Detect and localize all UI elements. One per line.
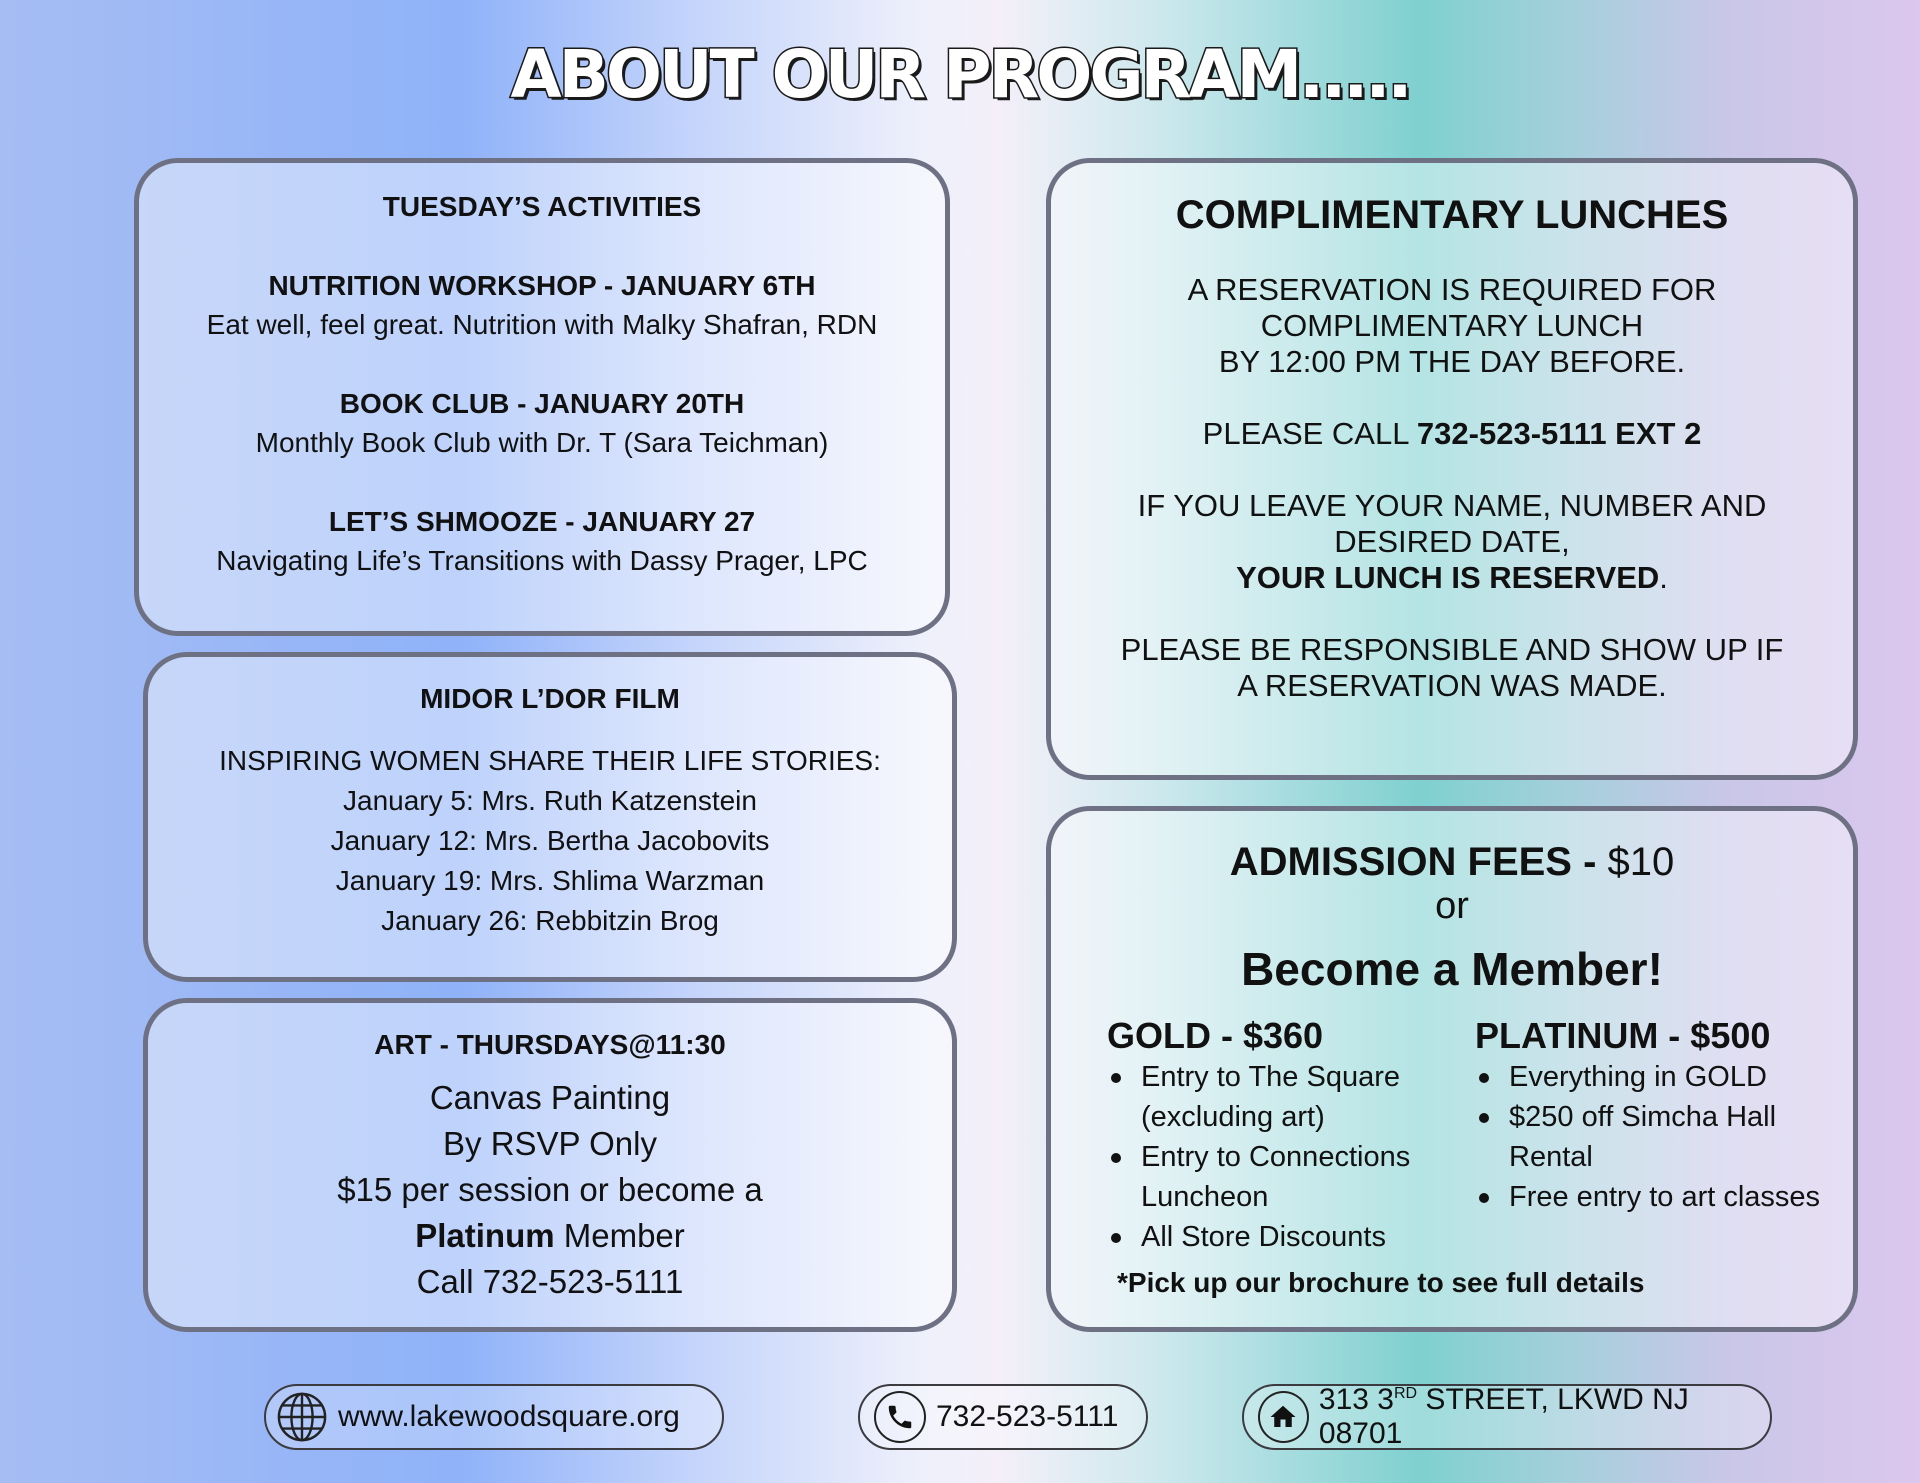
film-entry: January 5: Mrs. Ruth Katzenstein xyxy=(343,785,757,816)
lunch-paragraph xyxy=(1051,488,1853,596)
benefit-item: $250 off Simcha Hall Rental xyxy=(1475,1097,1843,1177)
lunch-paragraph xyxy=(1051,632,1853,704)
activity-desc: Eat well, feel great. Nutrition with Malky Shafran, RDN xyxy=(206,309,878,340)
activity-title: NUTRITION WORKSHOP - JANUARY 6TH xyxy=(268,270,816,301)
lunch-text: COMPLIMENTARY LUNCH xyxy=(1260,308,1644,343)
address-text xyxy=(1319,1383,1770,1451)
address-ordinal: RD xyxy=(1393,1385,1418,1402)
admission-label: ADMISSION FEES - xyxy=(1229,840,1608,884)
benefit-item: All Store Discounts xyxy=(1107,1217,1475,1257)
lunch-text: BY 12:00 PM THE DAY BEFORE. xyxy=(1218,344,1686,379)
benefit-item: Entry to The Square (excluding art) xyxy=(1107,1057,1475,1137)
membership-tiers xyxy=(1051,1017,1853,1257)
brochure-footnote: *Pick up our brochure to see full details xyxy=(1117,1267,1645,1298)
lunch-text: A RESERVATION WAS MADE. xyxy=(1237,668,1667,703)
lunch-text: DESIRED DATE, xyxy=(1334,524,1570,559)
lunch-call-line xyxy=(1051,416,1853,452)
gold-tier xyxy=(1107,1017,1475,1257)
film-entry: January 19: Mrs. Shlima Warzman xyxy=(335,865,765,896)
website-text: www.lakewoodsquare.org xyxy=(338,1400,680,1433)
lunch-text: . xyxy=(1659,560,1668,595)
admission-fee-line xyxy=(1051,839,1853,885)
platinum-emphasis: Platinum xyxy=(415,1217,555,1254)
art-call-line: Call 732-523-5111 xyxy=(416,1263,684,1300)
benefit-item: Free entry to art classes xyxy=(1475,1177,1843,1217)
home-icon xyxy=(1258,1391,1309,1443)
lunch-text: A RESERVATION IS REQUIRED FOR xyxy=(1187,272,1717,307)
art-line xyxy=(148,1213,952,1259)
admission-fees-card xyxy=(1046,806,1858,1332)
website-link[interactable] xyxy=(264,1384,724,1450)
gold-tier-title: GOLD - $360 xyxy=(1107,1015,1324,1056)
lunch-reserved: YOUR LUNCH IS RESERVED xyxy=(1236,560,1660,595)
lunch-paragraph xyxy=(1051,272,1853,380)
gold-benefits xyxy=(1107,1057,1475,1257)
lunch-phone: 732-523-5111 EXT 2 xyxy=(1416,416,1702,451)
lunch-text: PLEASE CALL xyxy=(1202,416,1417,451)
lunch-paragraph xyxy=(1051,416,1853,452)
midor-ldor-card xyxy=(143,652,957,982)
activity-item xyxy=(139,267,945,345)
phone-icon xyxy=(874,1391,926,1443)
complimentary-lunches-card xyxy=(1046,158,1858,780)
globe-icon xyxy=(276,1391,328,1443)
become-member-heading: Become a Member! xyxy=(1241,943,1663,995)
lunch-reserved-line xyxy=(1051,560,1853,596)
activity-title: LET’S SHMOOZE - JANUARY 27 xyxy=(328,506,756,537)
film-entry: January 12: Mrs. Bertha Jacobovits xyxy=(330,825,770,856)
benefit-item: Entry to Connections Luncheon xyxy=(1107,1137,1475,1217)
art-heading: ART - THURSDAYS@11:30 xyxy=(374,1029,726,1060)
or-text: or xyxy=(1435,885,1469,927)
address-part: STREET, LKWD NJ 08701 xyxy=(1318,1383,1689,1450)
page-title: ABOUT OUR PROGRAM..... xyxy=(510,36,1410,113)
art-line: By RSVP Only xyxy=(443,1125,657,1162)
tuesday-activities-card xyxy=(134,158,950,636)
member-text: Member xyxy=(554,1217,685,1254)
platinum-tier xyxy=(1475,1017,1843,1257)
film-entry: January 26: Rebbitzin Brog xyxy=(381,905,719,936)
phone-contact[interactable] xyxy=(858,1384,1148,1450)
lunch-text: PLEASE BE RESPONSIBLE AND SHOW UP IF xyxy=(1120,632,1784,667)
activity-desc: Monthly Book Club with Dr. T (Sara Teichman) xyxy=(255,427,829,458)
platinum-benefits xyxy=(1475,1057,1843,1217)
midor-heading: MIDOR L’DOR FILM xyxy=(420,683,680,714)
art-line: Canvas Painting xyxy=(429,1079,671,1116)
address-contact[interactable] xyxy=(1242,1384,1772,1450)
phone-text: 732-523-5111 xyxy=(936,1400,1119,1433)
lunch-heading: COMPLIMENTARY LUNCHES xyxy=(1175,193,1729,237)
activity-item xyxy=(139,385,945,463)
activity-desc: Navigating Life’s Transitions with Dassy Prager, LPC xyxy=(216,545,868,576)
art-card xyxy=(143,998,957,1332)
art-line: $15 per session or become a xyxy=(337,1171,763,1208)
address-part: 313 3 xyxy=(1318,1383,1394,1416)
platinum-tier-title: PLATINUM - $500 xyxy=(1475,1015,1771,1056)
activity-item xyxy=(139,503,945,581)
lunch-text: IF YOU LEAVE YOUR NAME, NUMBER AND xyxy=(1137,488,1767,523)
midor-intro: INSPIRING WOMEN SHARE THEIR LIFE STORIES: xyxy=(219,745,881,776)
admission-price: $10 xyxy=(1607,840,1675,884)
tuesday-heading: TUESDAY’S ACTIVITIES xyxy=(382,191,702,222)
benefit-item: Everything in GOLD xyxy=(1475,1057,1843,1097)
activity-title: BOOK CLUB - JANUARY 20TH xyxy=(339,388,745,419)
